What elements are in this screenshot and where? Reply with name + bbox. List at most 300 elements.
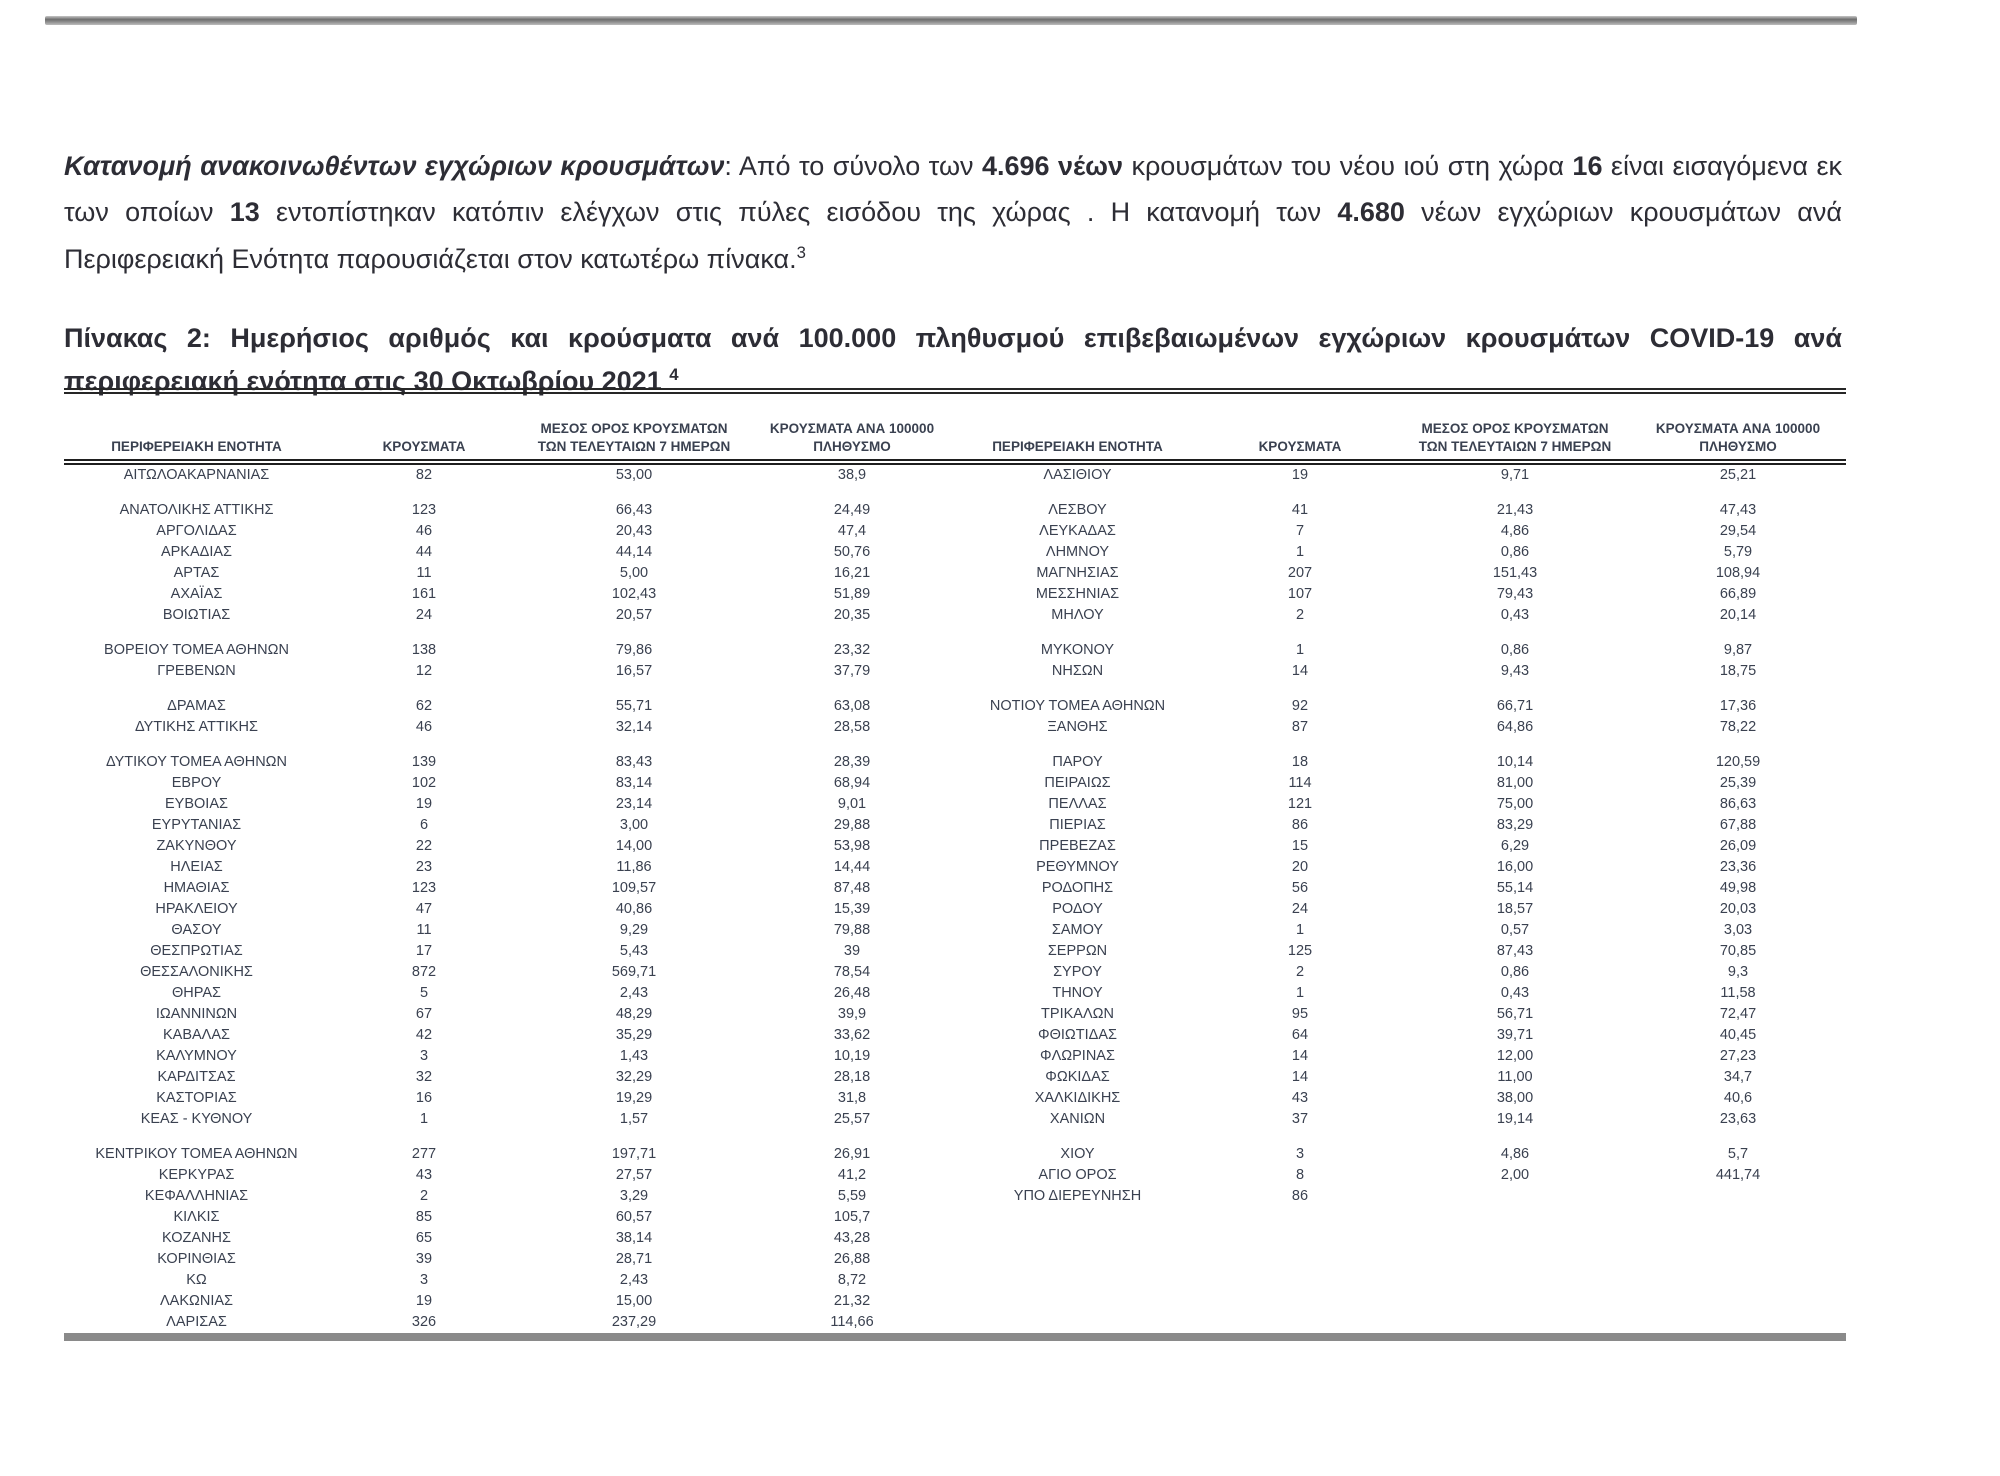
avg-7day-cell-right	[1400, 1291, 1630, 1312]
cases-cell-left: 85	[415, 1209, 433, 1226]
table-row	[64, 1046, 1846, 1067]
table-row	[64, 1291, 1846, 1312]
cases-cell-right: 19	[1291, 467, 1309, 484]
spacer-row	[64, 738, 1846, 752]
table-header-row	[64, 391, 1846, 462]
table-row	[64, 941, 1846, 962]
column-header-line: ΠΕΡΙΦΕΡΕΙΑΚΗ ΕΝΟΤΗΤΑ	[992, 438, 1163, 454]
avg-7day-cell-right	[1400, 1270, 1630, 1291]
avg-7day-cell-right: 0,57	[1500, 922, 1530, 939]
table-row	[64, 878, 1846, 899]
avg-7day-cell-left: 28,71	[615, 1251, 653, 1268]
avg-7day-cell-left: 5,00	[619, 565, 649, 582]
table-row	[64, 1312, 1846, 1337]
per-100k-cell-left: 68,94	[833, 775, 871, 792]
cases-cell-left: 102	[411, 775, 437, 792]
cases-cell-right: 41	[1291, 502, 1309, 519]
per-100k-cell-left: 20,35	[833, 607, 871, 624]
avg-7day-cell-right	[1400, 1249, 1630, 1270]
per-100k-cell-left: 21,32	[833, 1293, 871, 1310]
spacer-row	[64, 682, 1846, 696]
table-row	[64, 1228, 1846, 1249]
region-cell-right: ΠΡΕΒΕΖΑΣ	[1039, 838, 1116, 855]
cases-cell-left: 138	[411, 642, 437, 659]
per-100k-cell-right	[1630, 1207, 1846, 1228]
table-body	[64, 462, 1846, 1337]
avg-7day-cell-right: 75,00	[1496, 796, 1534, 813]
per-100k-cell-left: 5,59	[837, 1188, 867, 1205]
region-cell-right: ΦΘΙΩΤΙΔΑΣ	[1038, 1027, 1117, 1044]
region-cell-right: ΣΕΡΡΩΝ	[1047, 943, 1108, 960]
avg-7day-cell-right: 66,71	[1496, 698, 1534, 715]
region-cell-right: ΛΕΥΚΑΔΑΣ	[1039, 523, 1116, 540]
avg-7day-cell-left: 11,86	[616, 859, 652, 876]
avg-7day-cell-right: 64,86	[1496, 719, 1534, 736]
per-100k-cell-left: 14,44	[833, 859, 871, 876]
region-cell-left: ΔΥΤΙΚΗΣ ΑΤΤΙΚΗΣ	[135, 719, 258, 736]
region-cell-right: ΧΑΝΙΩΝ	[1049, 1111, 1106, 1128]
region-cell-right: ΠΕΙΡΑΙΩΣ	[1044, 775, 1111, 792]
per-100k-cell-left: 8,72	[837, 1272, 867, 1289]
per-100k-cell-left: 28,18	[833, 1069, 871, 1086]
table-row	[64, 521, 1846, 542]
per-100k-cell-right: 120,59	[1715, 754, 1761, 771]
avg-7day-cell-left: 15,00	[615, 1293, 653, 1310]
avg-7day-cell-right: 39,71	[1496, 1027, 1534, 1044]
per-100k-cell-right: 66,89	[1719, 586, 1757, 603]
avg-7day-cell-left: 35,29	[615, 1027, 653, 1044]
per-100k-cell-right: 5,7	[1727, 1146, 1749, 1163]
cases-cell-left: 1	[419, 1111, 429, 1128]
avg-7day-cell-left: 38,14	[615, 1230, 653, 1247]
region-cell-left: ΛΑΚΩΝΙΑΣ	[159, 1293, 233, 1310]
cases-cell-left: 326	[411, 1314, 437, 1331]
cases-cell-left: 139	[411, 754, 437, 771]
region-cell-right: ΧΑΛΚΙΔΙΚΗΣ	[1034, 1090, 1121, 1107]
column-header-cases-left	[329, 391, 519, 462]
region-cell-left: ΘΕΣΣΑΛΟΝΙΚΗΣ	[140, 964, 253, 981]
region-cell-right: ΠΙΕΡΙΑΣ	[1049, 817, 1106, 834]
avg-7day-cell-right: 87,43	[1496, 943, 1534, 960]
table-row	[64, 1067, 1846, 1088]
avg-7day-cell-right: 4,86	[1500, 1146, 1530, 1163]
avg-7day-cell-left: 14,00	[615, 838, 653, 855]
per-100k-cell-right: 3,03	[1723, 922, 1753, 939]
avg-7day-cell-left: 40,86	[615, 901, 653, 918]
column-header-avg-cases-last-7-days-left	[519, 391, 749, 462]
table-row	[64, 836, 1846, 857]
per-100k-cell-left: 37,79	[833, 663, 871, 680]
cases-cell-right	[1200, 1312, 1400, 1337]
per-100k-cell-right: 26,09	[1719, 838, 1757, 855]
per-100k-cell-right	[1630, 1186, 1846, 1207]
region-cell-right: ΣΑΜΟΥ	[1051, 922, 1104, 939]
cases-cell-left: 32	[415, 1069, 433, 1086]
region-cell-left: ΑΝΑΤΟΛΙΚΗΣ ΑΤΤΙΚΗΣ	[119, 502, 274, 519]
cases-by-regional-unit-table	[64, 388, 1846, 1341]
cases-cell-right: 56	[1291, 880, 1309, 897]
region-cell-right: ΞΑΝΘΗΣ	[1047, 719, 1108, 736]
spacer-cell	[64, 682, 1846, 696]
table-row	[64, 640, 1846, 661]
region-cell-left: ΓΡΕΒΕΝΩΝ	[157, 663, 236, 680]
column-header-line: ΚΡΟΥΣΜΑΤΑ	[382, 438, 466, 454]
cases-cell-left: 3	[419, 1272, 429, 1289]
avg-7day-cell-left: 3,00	[619, 817, 649, 834]
per-100k-cell-left: 28,58	[833, 719, 871, 736]
spacer-row	[64, 626, 1846, 640]
per-100k-cell-right: 86,63	[1719, 796, 1757, 813]
avg-7day-cell-left: 5,43	[619, 943, 649, 960]
per-100k-cell-right: 40,45	[1719, 1027, 1757, 1044]
cases-cell-right: 207	[1287, 565, 1313, 582]
table-row	[64, 1249, 1846, 1270]
column-header-line: ΠΛΗΘΥΣΜΟ	[813, 438, 891, 454]
cases-cell-right: 1	[1295, 922, 1305, 939]
cases-cell-right	[1200, 1228, 1400, 1249]
table-row	[64, 696, 1846, 717]
cases-cell-left: 47	[415, 901, 433, 918]
cases-cell-right: 121	[1287, 796, 1313, 813]
region-cell-right	[955, 1228, 1200, 1249]
cases-cell-right: 95	[1291, 1006, 1309, 1023]
region-cell-right: ΜΕΣΣΗΝΙΑΣ	[1035, 586, 1120, 603]
column-header-line: ΜΕΣΟΣ ΟΡΟΣ ΚΡΟΥΣΜΑΤΩΝ	[540, 421, 728, 436]
cases-cell-left: 23	[415, 859, 433, 876]
caption-segment: Πίνακας 2: Ημερήσιος αριθμός και κρούσματα ανά 100.000 πληθυσμού επιβεβαιωμένων εγχώριων κρουσμάτων COVID-19 ανά περιφερειακή ενότητα στις 30 Οκτωβρίου 2021	[64, 323, 1842, 397]
region-cell-left: ΚΕΡΚΥΡΑΣ	[158, 1167, 235, 1184]
table-row	[64, 605, 1846, 626]
table-row	[64, 717, 1846, 738]
cases-cell-right: 87	[1291, 719, 1309, 736]
avg-7day-cell-left: 55,71	[615, 698, 653, 715]
column-header-regional-unit-right	[955, 391, 1200, 462]
cases-cell-right: 8	[1295, 1167, 1305, 1184]
per-100k-cell-right: 441,74	[1715, 1167, 1761, 1184]
per-100k-cell-left: 10,19	[833, 1048, 871, 1065]
avg-7day-cell-right: 83,29	[1496, 817, 1534, 834]
table-row	[64, 1025, 1846, 1046]
per-100k-cell-right: 25,39	[1719, 775, 1757, 792]
cases-cell-left: 62	[415, 698, 433, 715]
region-cell-right: ΝΟΤΙΟΥ ΤΟΜΕΑ ΑΘΗΝΩΝ	[989, 698, 1166, 715]
region-cell-right: ΡΟΔΟΥ	[1052, 901, 1103, 918]
cases-cell-left: 19	[415, 796, 433, 813]
avg-7day-cell-left: 3,29	[619, 1188, 649, 1205]
region-cell-left: ΕΥΒΟΙΑΣ	[165, 796, 228, 813]
per-100k-cell-left: 87,48	[833, 880, 871, 897]
region-cell-left: ΑΡΤΑΣ	[173, 565, 220, 582]
avg-7day-cell-right: 0,86	[1500, 642, 1530, 659]
intro-footnote-marker: 3	[796, 242, 806, 262]
avg-7day-cell-right: 19,14	[1496, 1111, 1534, 1128]
region-cell-left: ΘΗΡΑΣ	[172, 985, 221, 1002]
intro-paragraph	[64, 143, 1842, 282]
avg-7day-cell-right: 21,43	[1496, 502, 1534, 519]
region-cell-right	[955, 1207, 1200, 1228]
avg-7day-cell-left: 32,14	[615, 719, 653, 736]
avg-7day-cell-left: 237,29	[611, 1314, 657, 1331]
region-cell-left: ΚΕΑΣ - ΚΥΘΝΟΥ	[140, 1111, 253, 1128]
region-cell-right	[955, 1291, 1200, 1312]
avg-7day-cell-right: 9,43	[1500, 663, 1530, 680]
cases-cell-right: 20	[1291, 859, 1309, 876]
per-100k-cell-right: 67,88	[1719, 817, 1757, 834]
per-100k-cell-left: 31,8	[837, 1090, 867, 1107]
intro-segment: Κατανομή ανακοινωθέντων εγχώριων κρουσμάτων	[64, 151, 725, 181]
avg-7day-cell-right: 18,57	[1496, 901, 1534, 918]
per-100k-cell-left: 114,66	[830, 1314, 874, 1331]
per-100k-cell-right: 9,87	[1723, 642, 1753, 659]
region-cell-left: ΚΑΛΥΜΝΟΥ	[156, 1048, 237, 1065]
region-cell-left: ΒΟΡΕΙΟΥ ΤΟΜΕΑ ΑΘΗΝΩΝ	[104, 642, 289, 659]
table-row	[64, 899, 1846, 920]
region-cell-left: ΙΩΑΝΝΙΝΩΝ	[155, 1006, 238, 1023]
cases-cell-right: 3	[1295, 1146, 1305, 1163]
intro-segment: 13	[229, 197, 260, 228]
region-cell-left: ΚΕΦΑΛΛΗΝΙΑΣ	[144, 1188, 249, 1205]
per-100k-cell-left: 15,39	[833, 901, 871, 918]
cases-cell-right	[1200, 1249, 1400, 1270]
region-cell-right: ΜΑΓΝΗΣΙΑΣ	[1036, 565, 1119, 582]
avg-7day-cell-left: 20,43	[615, 523, 653, 540]
table-row	[64, 815, 1846, 836]
cases-cell-left: 2	[419, 1188, 429, 1205]
per-100k-cell-left: 28,39	[833, 754, 871, 771]
region-cell-left: ΚΕΝΤΡΙΚΟΥ ΤΟΜΕΑ ΑΘΗΝΩΝ	[95, 1146, 298, 1163]
cases-cell-left: 43	[415, 1167, 433, 1184]
column-header-cases-right	[1200, 391, 1400, 462]
cases-cell-right: 37	[1291, 1111, 1309, 1128]
region-cell-left: ΒΟΙΩΤΙΑΣ	[162, 607, 231, 624]
per-100k-cell-left: 9,01	[837, 796, 867, 813]
region-cell-left: ΚΟΡΙΝΘΙΑΣ	[157, 1251, 236, 1268]
per-100k-cell-left: 33,62	[833, 1027, 871, 1044]
cases-cell-left: 67	[415, 1006, 433, 1023]
cases-cell-left: 16	[415, 1090, 433, 1107]
per-100k-cell-left: 39,9	[837, 1006, 867, 1023]
region-cell-left: ΚΑΣΤΟΡΙΑΣ	[156, 1090, 237, 1107]
region-cell-left: ΗΡΑΚΛΕΙΟΥ	[155, 901, 238, 918]
region-cell-right	[955, 1249, 1200, 1270]
avg-7day-cell-right: 12,00	[1496, 1048, 1534, 1065]
per-100k-cell-left: 105,7	[833, 1209, 871, 1226]
region-cell-left: ΖΑΚΥΝΘΟΥ	[156, 838, 237, 855]
avg-7day-cell-right: 38,00	[1496, 1090, 1534, 1107]
column-header-regional-unit-left	[64, 391, 329, 462]
avg-7day-cell-left: 48,29	[615, 1006, 653, 1023]
cases-cell-left: 65	[415, 1230, 433, 1247]
table-row	[64, 661, 1846, 682]
table-row	[64, 1165, 1846, 1186]
cases-cell-left: 24	[415, 607, 433, 624]
per-100k-cell-right: 72,47	[1719, 1006, 1757, 1023]
region-cell-left: ΑΧΑΪΑΣ	[170, 586, 223, 603]
avg-7day-cell-left: 23,14	[615, 796, 653, 813]
avg-7day-cell-left: 9,29	[619, 922, 649, 939]
table-row	[64, 752, 1846, 773]
avg-7day-cell-left: 2,43	[619, 1272, 649, 1289]
region-cell-left: ΚΟΖΑΝΗΣ	[162, 1230, 231, 1247]
region-cell-right: ΑΓΙΟ ΟΡΟΣ	[1038, 1167, 1117, 1184]
per-100k-cell-left: 25,57	[833, 1111, 871, 1128]
cases-cell-right: 1	[1295, 544, 1305, 561]
per-100k-cell-right: 108,94	[1715, 565, 1761, 582]
cases-cell-right: 2	[1295, 607, 1305, 624]
per-100k-cell-left: 51,89	[833, 586, 871, 603]
per-100k-cell-right: 20,03	[1719, 901, 1757, 918]
per-100k-cell-right: 34,7	[1723, 1069, 1753, 1086]
avg-7day-cell-left: 2,43	[619, 985, 649, 1002]
table-row	[64, 794, 1846, 815]
region-cell-right: ΣΥΡΟΥ	[1053, 964, 1102, 981]
per-100k-cell-right: 78,22	[1719, 719, 1757, 736]
per-100k-cell-right: 23,36	[1719, 859, 1757, 876]
cases-cell-left: 12	[415, 663, 433, 680]
avg-7day-cell-right: 0,86	[1500, 544, 1530, 561]
spacer-cell	[64, 486, 1846, 500]
region-cell-right: ΡΕΘΥΜΝΟΥ	[1036, 859, 1119, 876]
intro-segment: νέων εγχώριων κρουσμάτων ανά Περιφερειακή Ενότητα παρουσιάζεται στον κατωτέρω πίνακα.	[64, 197, 1842, 274]
region-cell-left: ΚΙΛΚΙΣ	[173, 1209, 220, 1226]
table-row	[64, 920, 1846, 941]
cases-cell-left: 277	[411, 1146, 437, 1163]
region-cell-left: ΑΡΚΑΔΙΑΣ	[160, 544, 233, 561]
avg-7day-cell-left: 53,00	[615, 467, 653, 484]
per-100k-cell-left: 78,54	[833, 964, 871, 981]
region-cell-left: ΑΡΓΟΛΙΔΑΣ	[156, 523, 237, 540]
avg-7day-cell-right: 0,86	[1500, 964, 1530, 981]
region-cell-left: ΕΒΡΟΥ	[171, 775, 222, 792]
avg-7day-cell-left: 16,57	[615, 663, 653, 680]
cases-cell-left: 161	[411, 586, 437, 603]
column-header-line: ΚΡΟΥΣΜΑΤΑ ΑΝΑ 100000	[1655, 421, 1821, 436]
per-100k-cell-right: 5,79	[1723, 544, 1753, 561]
table-row	[64, 1004, 1846, 1025]
spacer-row	[64, 486, 1846, 500]
page-top-divider	[45, 16, 1857, 25]
region-cell-right: ΦΩΚΙΔΑΣ	[1045, 1069, 1110, 1086]
per-100k-cell-left: 23,32	[833, 642, 871, 659]
intro-segment: : Από το σύνολο των	[724, 151, 982, 181]
region-cell-right	[955, 1312, 1200, 1337]
cases-cell-right	[1200, 1270, 1400, 1291]
column-header-line: ΜΕΣΟΣ ΟΡΟΣ ΚΡΟΥΣΜΑΤΩΝ	[1421, 421, 1609, 436]
avg-7day-cell-left: 60,57	[615, 1209, 653, 1226]
cases-cell-left: 123	[411, 502, 437, 519]
intro-segment: κρουσμάτων του νέου ιού στη χώρα	[1123, 151, 1573, 181]
region-cell-left: ΘΑΣΟΥ	[171, 922, 222, 939]
cases-cell-left: 46	[415, 523, 433, 540]
per-100k-cell-right	[1630, 1291, 1846, 1312]
column-header-avg-cases-last-7-days-right	[1400, 391, 1630, 462]
spacer-row	[64, 1130, 1846, 1144]
avg-7day-cell-left: 102,43	[611, 586, 657, 603]
per-100k-cell-left: 16,21	[833, 565, 871, 582]
cases-cell-left: 872	[411, 964, 437, 981]
avg-7day-cell-left: 569,71	[611, 964, 657, 981]
region-cell-left: ΗΛΕΙΑΣ	[170, 859, 223, 876]
intro-segment: 4.696 νέων	[981, 151, 1124, 181]
cases-cell-left: 17	[415, 943, 433, 960]
cases-cell-right: 14	[1291, 1069, 1309, 1086]
column-header-cases-per-100000-left	[749, 391, 955, 462]
cases-cell-left: 5	[419, 985, 429, 1002]
per-100k-cell-left: 47,4	[837, 523, 867, 540]
per-100k-cell-left: 29,88	[833, 817, 871, 834]
column-header-line: ΠΕΡΙΦΕΡΕΙΑΚΗ ΕΝΟΤΗΤΑ	[111, 438, 282, 454]
per-100k-cell-right: 11,58	[1720, 985, 1756, 1002]
intro-segment: 4.680	[1337, 197, 1405, 228]
cases-cell-right	[1200, 1207, 1400, 1228]
spacer-cell	[64, 738, 1846, 752]
per-100k-cell-left: 63,08	[833, 698, 871, 715]
spacer-cell	[64, 626, 1846, 640]
table-row	[64, 983, 1846, 1004]
cases-cell-right: 114	[1288, 775, 1312, 792]
region-cell-left: ΗΜΑΘΙΑΣ	[163, 880, 230, 897]
table-row	[64, 500, 1846, 521]
per-100k-cell-right: 47,43	[1719, 502, 1757, 519]
table-row	[64, 1144, 1846, 1165]
cases-cell-right: 14	[1291, 1048, 1309, 1065]
region-cell-left: ΑΙΤΩΛΟΑΚΑΡΝΑΝΙΑΣ	[123, 467, 270, 484]
intro-segment: 16	[1572, 151, 1603, 181]
per-100k-cell-left: 26,48	[833, 985, 871, 1002]
avg-7day-cell-right: 55,14	[1496, 880, 1534, 897]
avg-7day-cell-left: 32,29	[615, 1069, 653, 1086]
cases-cell-left: 39	[415, 1251, 433, 1268]
region-cell-right: ΧΙΟΥ	[1060, 1146, 1095, 1163]
region-cell-left: ΛΑΡΙΣΑΣ	[166, 1314, 227, 1331]
intro-segment: εντοπίστηκαν κατόπιν ελέγχων στις πύλες εισόδου της χώρας . Η κατανομή των	[259, 197, 1338, 228]
avg-7day-cell-right: 16,00	[1496, 859, 1534, 876]
cases-cell-left: 44	[415, 544, 433, 561]
cases-cell-right: 64	[1291, 1027, 1309, 1044]
per-100k-cell-right: 25,21	[1719, 467, 1757, 484]
cases-table-container	[64, 388, 1846, 1341]
avg-7day-cell-left: 109,57	[611, 880, 657, 897]
cases-cell-left: 19	[415, 1293, 433, 1310]
region-cell-right: ΤΗΝΟΥ	[1052, 985, 1103, 1002]
caption-footnote-marker: 4	[669, 365, 679, 385]
table-row	[64, 1186, 1846, 1207]
region-cell-right: ΦΛΩΡΙΝΑΣ	[1040, 1048, 1115, 1065]
cases-cell-right: 43	[1291, 1090, 1309, 1107]
avg-7day-cell-right: 6,29	[1500, 838, 1530, 855]
avg-7day-cell-left: 197,71	[611, 1146, 657, 1163]
per-100k-cell-right: 70,85	[1719, 943, 1757, 960]
column-header-line: ΚΡΟΥΣΜΑΤΑ	[1258, 438, 1342, 454]
avg-7day-cell-left: 66,43	[615, 502, 653, 519]
per-100k-cell-right: 23,63	[1719, 1111, 1757, 1128]
cases-cell-right: 107	[1287, 586, 1313, 603]
table-row	[64, 1109, 1846, 1130]
avg-7day-cell-right: 81,00	[1496, 775, 1534, 792]
avg-7day-cell-left: 27,57	[615, 1167, 653, 1184]
region-cell-right: ΡΟΔΟΠΗΣ	[1041, 880, 1114, 897]
region-cell-right: ΤΡΙΚΑΛΩΝ	[1041, 1006, 1114, 1023]
avg-7day-cell-left: 19,29	[615, 1090, 653, 1107]
per-100k-cell-left: 79,88	[833, 922, 871, 939]
table-row	[64, 962, 1846, 983]
avg-7day-cell-right	[1400, 1186, 1630, 1207]
per-100k-cell-right	[1630, 1228, 1846, 1249]
region-cell-right: ΛΕΣΒΟΥ	[1048, 502, 1107, 519]
region-cell-left: ΔΥΤΙΚΟΥ ΤΟΜΕΑ ΑΘΗΝΩΝ	[105, 754, 287, 771]
per-100k-cell-right: 20,14	[1719, 607, 1757, 624]
region-cell-right: ΛΑΣΙΘΙΟΥ	[1043, 467, 1112, 484]
